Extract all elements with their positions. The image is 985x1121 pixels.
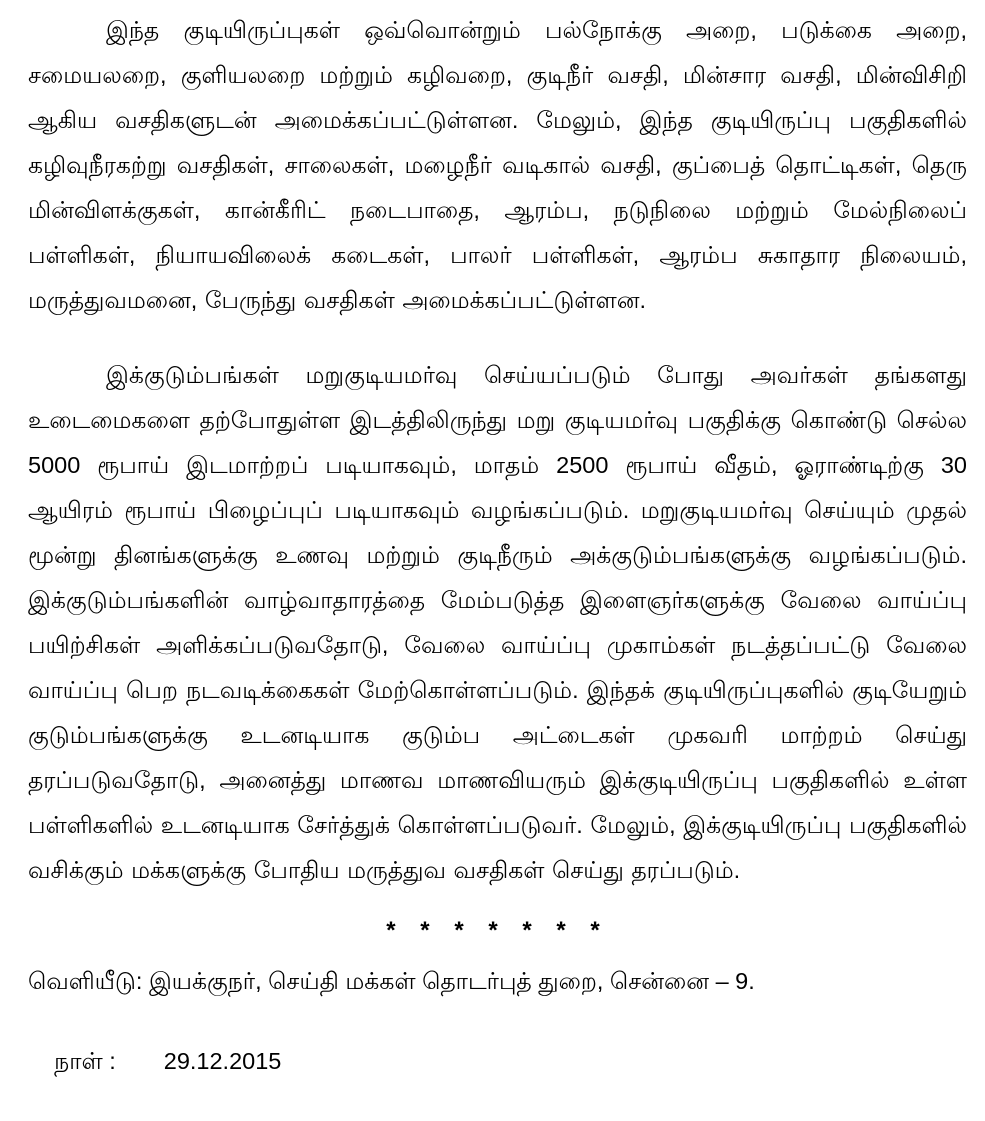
date-line [28, 1001, 967, 1121]
section-separator: * * * * * * * [386, 917, 609, 944]
paragraph-1: இந்த குடியிருப்புகள் ஒவ்வொன்றும் பல்நோக்கு அறை, படுக்கை அறை, சமையலறை, குளியலறை மற்றும் கழிவறை, குடிநீர் வசதி, மின்சார வசதி, மின்விசிறி ஆகிய வசதிகளுடன் அமைக்கப்பட்டுள்ளன. மேலும், இந்த குடியிருப்பு பகுதிகளில் கழிவுநீரகற்று வசதிகள், சாலைகள், மழைநீர் வடிகால் வசதி, குப்பைத் தொட்டிகள், தெரு மின்விளக்குகள், கான்கீரிட் நடைபாதை, ஆரம்ப, நடுநிலை மற்றும் மேல்நிலைப் பள்ளிகள், நியாயவிலைக் கடைகள், பாலர் பள்ளிகள், ஆரம்ப சுகாதார நிலையம், மருத்துவமனை, பேருந்து வசதிகள் அமைக்கப்பட்டுள்ளன. [28, 17, 967, 313]
issued-by-line: வெளியீடு: இயக்குநர், செய்தி மக்கள் தொடர்புத் துறை, சென்னை – 9. [28, 968, 755, 994]
date-value: 29.12.2015 [163, 1048, 282, 1074]
paragraph-2: இக்குடும்பங்கள் மறுகுடியமர்வு செய்யப்படும் போது அவர்கள் தங்களது உடைமைகளை தற்போதுள்ள இடத்திலிருந்து மறு குடியமர்வு பகுதிக்கு கொண்டு செல்ல 5000 ரூபாய் இடமாற்றப் படியாகவும், மாதம் 2500 ரூபாய் வீதம், ஓராண்டிற்கு 30 ஆயிரம் ரூபாய் பிழைப்புப் படியாகவும் வழங்கப்படும். மறுகுடியமர்வு செய்யும் முதல் மூன்று தினங்களுக்கு உணவு மற்றும் குடிநீரும் அக்குடும்பங்களுக்கு வழங்கப்படும். இக்குடும்பங்களின் வாழ்வாதாரத்தை மேம்படுத்த இளைஞர்களுக்கு வேலை வாய்ப்பு பயிற்சிகள் அளிக்கப்படுவதோடு, வேலை வாய்ப்பு முகாம்கள் நடத்தப்பட்டு வேலை வாய்ப்பு பெற நடவடிக்கைகள் மேற்கொள்ளப்படும். இந்தக் குடியிருப்புகளில் குடியேறும் குடும்பங்களுக்கு உடனடியாக குடும்ப அட்டைகள் முகவரி மாற்றம் செய்து தரப்படுவதோடு, அனைத்து மாணவ மாணவியரும் இக்குடியிருப்பு பகுதிகளில் உள்ள பள்ளிகளில் உடனடியாக சேர்த்துக் கொள்ளப்படுவர். மேலும், இக்குடியிருப்பு பகுதிகளில் வசிக்கும் மக்களுக்கு போதிய மருத்துவ வசதிகள் செய்து தரப்படும். [28, 362, 967, 883]
date-label: நாள் : [54, 1048, 116, 1074]
